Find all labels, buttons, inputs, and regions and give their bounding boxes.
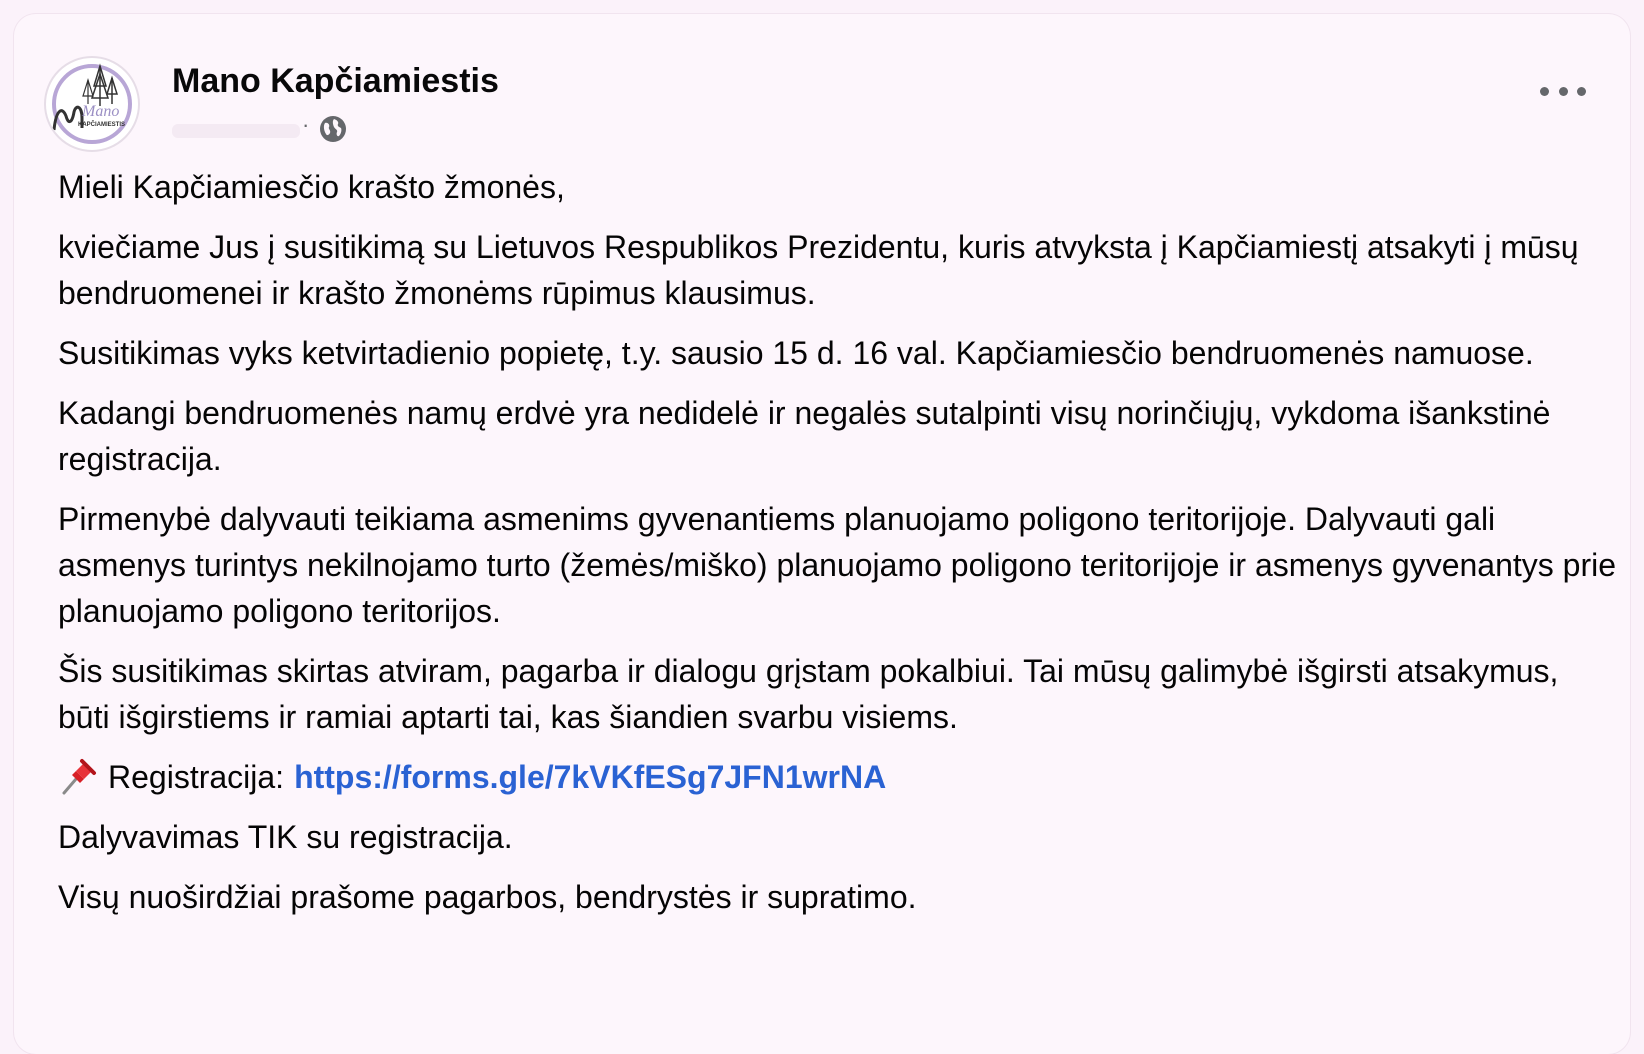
registration-link[interactable]: https://forms.gle/7kVKfESg7JFN1wrNA <box>294 759 887 795</box>
post-paragraph: Šis susitikimas skirtas atviram, pagarba ir dialogu grįstam pokalbiui. Tai mūsų galimybė išgirsti atsakymus, būti išgirstiems ir ramiai aptarti tai, kas šiandien svarbu visiems. <box>58 653 1559 735</box>
page-name[interactable]: Mano Kapčiamiestis <box>172 62 499 100</box>
more-dot <box>1540 87 1549 96</box>
avatar-logo-text: Mano <box>82 103 120 120</box>
post-paragraph: Mieli Kapčiamiesčio krašto žmonės, <box>58 169 565 205</box>
more-dot <box>1577 87 1586 96</box>
registration-label: Registracija: <box>108 759 285 795</box>
post-paragraph: Kadangi bendruomenės namų erdvė yra nedidelė ir negalės sutalpinti visų norinčiųjų, vykdoma išankstinė registracija. <box>58 395 1551 477</box>
post-paragraph: Pirmenybė dalyvauti teikiama asmenims gyvenantiems planuojamo poligono teritorijoje. Dalyvauti gali asmenys turintys nekilnojamo turto (žemės/miško) planuojamo poligono teritorijoje ir asmenys gyvenantys prie planuojamo poligono teritorijos. <box>58 501 1617 629</box>
post-timestamp[interactable] <box>172 124 300 138</box>
post-card <box>14 14 1630 1054</box>
meta-separator: · <box>302 112 310 137</box>
avatar-logo-subtext: KAPČIAMIESTIS <box>78 122 126 128</box>
post-meta <box>172 112 372 148</box>
post-paragraph: Susitikimas vyks ketvirtadienio popietę, t.y. sausio 15 d. 16 val. Kapčiamiesčio bendruomenės namuose. <box>58 335 1534 371</box>
post-paragraph: Dalyvavimas TIK su registracija. <box>58 819 513 855</box>
post-paragraph: Visų nuoširdžiai prašome pagarbos, bendrystės ir supratimo. <box>58 879 917 915</box>
logo-icon <box>46 58 138 150</box>
registration-line <box>58 754 1618 800</box>
post-text <box>58 164 1618 934</box>
post-paragraph: kviečiame Jus į susitikimą su Lietuvos Respublikos Prezidentu, kuris atvyksta į Kapčiamiestį atsakyti į mūsų bendruomenei ir krašto žmonėms rūpimus klausimus. <box>58 229 1579 311</box>
page-avatar[interactable] <box>44 56 140 152</box>
pushpin-icon <box>58 757 98 797</box>
globe-icon[interactable] <box>318 114 348 144</box>
post-header <box>44 44 1604 154</box>
more-options-button[interactable] <box>1540 76 1586 106</box>
more-dot <box>1559 87 1568 96</box>
